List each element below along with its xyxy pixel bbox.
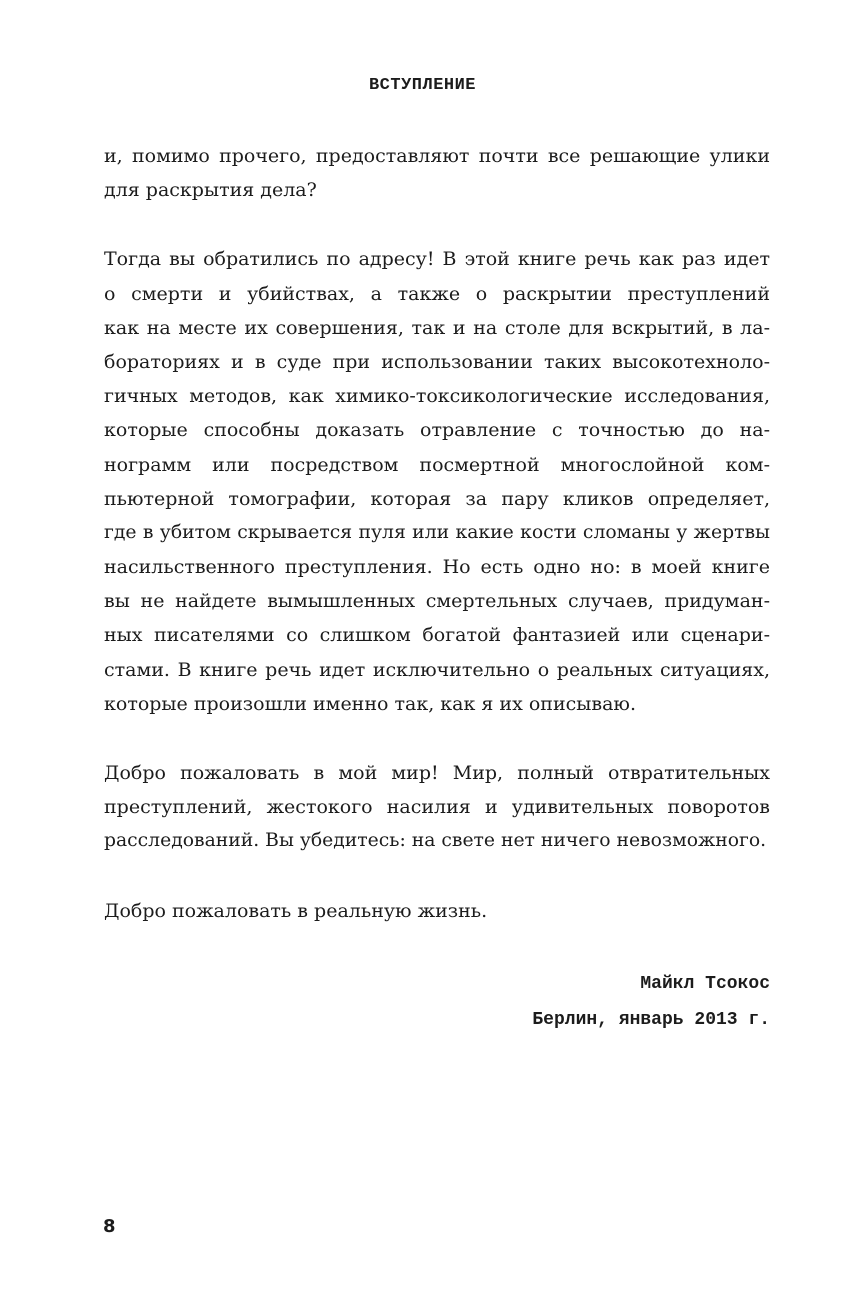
text-line: которые способны доказать отравление с точностью до на- bbox=[104, 419, 770, 442]
body-text bbox=[104, 139, 770, 928]
text-line: ных писателями со слишком богатой фантазией или сценари- bbox=[104, 624, 770, 647]
signature bbox=[532, 966, 770, 1038]
page-number: 8 bbox=[103, 1216, 116, 1237]
text-line: бораториях и в суде при использовании таких высокотехноло- bbox=[104, 350, 770, 373]
text-line: где в убитом скрывается пуля или какие кости сломаны у жертвы bbox=[104, 521, 770, 543]
text-line: насильственного преступления. Но есть одно но: в моей книге bbox=[104, 556, 770, 579]
text-line: Тогда вы обратились по адресу! В этой книге речь как раз идет bbox=[104, 248, 770, 271]
text-line: стами. В книге речь идет исключительно о реальных ситуациях, bbox=[104, 658, 770, 681]
paragraph bbox=[104, 894, 770, 928]
text-line: пьютерной томографии, которая за пару кликов определяет, bbox=[104, 487, 770, 510]
signature-author: Майкл Тсокос bbox=[640, 974, 770, 994]
text-line: вы не найдете вымышленных смертельных случаев, придуман- bbox=[104, 590, 770, 613]
text-line: которые произошли именно так, как я их описываю. bbox=[104, 692, 636, 715]
text-line: гичных методов, как химико-токсикологические исследования, bbox=[104, 385, 770, 408]
text-line: Добро пожаловать в реальную жизнь. bbox=[104, 899, 488, 922]
signature-place-date: Берлин, январь 2013 г. bbox=[532, 1010, 770, 1030]
paragraph bbox=[104, 242, 770, 721]
text-line: расследований. Вы убедитесь: на свете нет ничего невозможного. bbox=[104, 830, 767, 852]
paragraph bbox=[104, 756, 770, 859]
running-head: ВСТУПЛЕНИЕ bbox=[368, 76, 477, 95]
text-line: Добро пожаловать в мой мир! Мир, полный отвратительных bbox=[104, 762, 770, 784]
text-line: как на месте их совершения, так и на столе для вскрытий, в ла- bbox=[104, 316, 770, 339]
text-line: преступлений, жестокого насилия и удивительных поворотов bbox=[104, 796, 770, 819]
paragraph bbox=[104, 139, 770, 207]
text-line: нограмм или посредством посмертной многослойной ком- bbox=[104, 453, 770, 476]
text-line: и, помимо прочего, предоставляют почти все решающие улики bbox=[104, 145, 770, 167]
text-line: для раскрытия дела? bbox=[104, 179, 317, 202]
text-line: о смерти и убийствах, а также о раскрытии преступлений bbox=[104, 282, 770, 305]
